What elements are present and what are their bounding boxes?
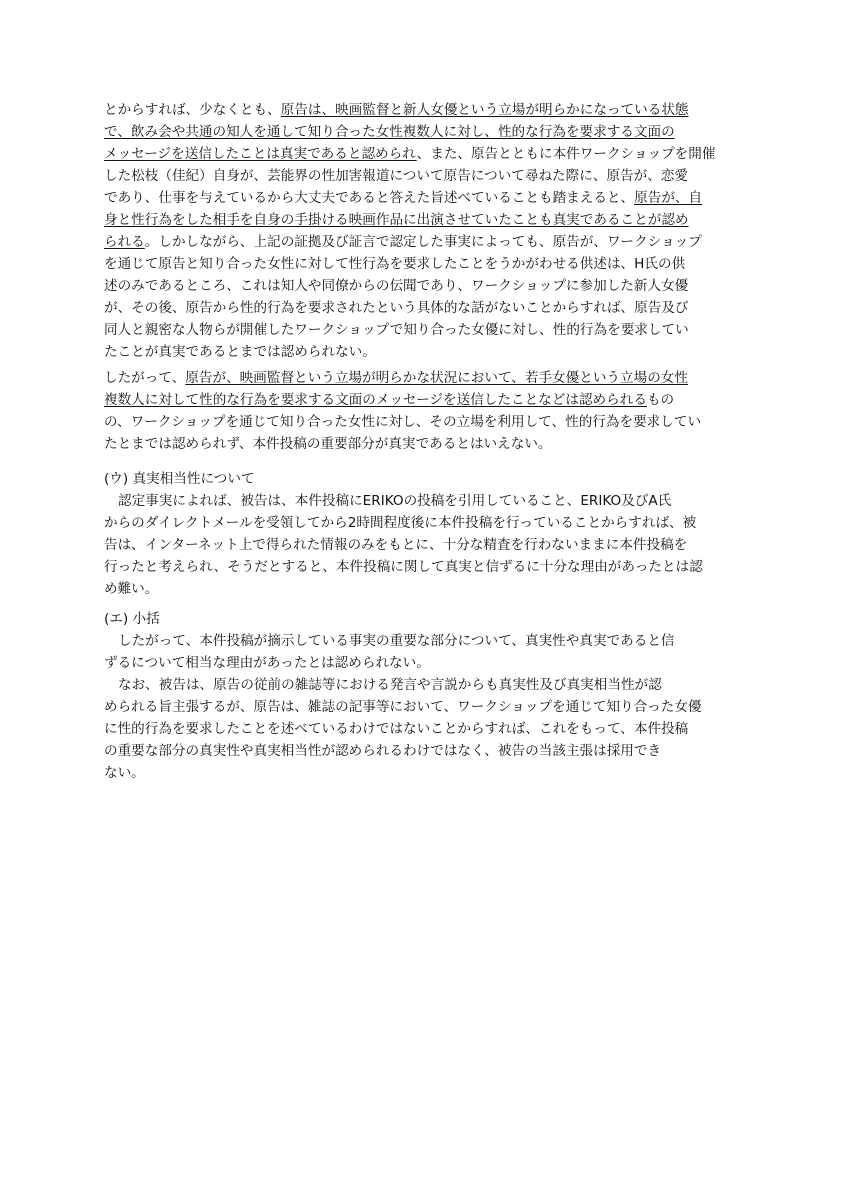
underlined-text: で、飲み会や共通の知人を通して知り合った女性複数人に対し、性的な行為を要求する文面の bbox=[104, 124, 675, 140]
text-line: の重要な部分の真実性や真実相当性が認められるわけではなく、被告の当該主張は採用でき bbox=[104, 743, 662, 759]
text-line: を通じて原告と知り合った女性に対して性行為を要求したことをうかがわせる供述は、H氏の供 bbox=[104, 256, 686, 272]
text-line bbox=[104, 367, 744, 389]
text-line: なお、被告は、原告の従前の雑誌等における発言や言説からも真実性及び真実相当性が認 bbox=[118, 677, 662, 693]
text-line: ずるについて相当な理由があったとは認められない。 bbox=[104, 655, 430, 671]
text-line: が、その後、原告から性的行為を要求されたという具体的な話がないことからすれば、原告及び bbox=[104, 300, 689, 316]
text-line: 認定事実によれば、被告は、本件投稿にERIKOの投稿を引用していること、ERIKO及びA氏 bbox=[118, 493, 672, 509]
text-run: 、また、原告とともに本件ワークショップを開催 bbox=[416, 146, 716, 162]
text-run: とからすれば、少なくとも、 bbox=[104, 102, 281, 118]
text-line bbox=[104, 187, 744, 209]
section-u bbox=[104, 468, 744, 600]
paragraph-conclusion bbox=[104, 367, 744, 455]
section-heading-u: (ウ) 真実相当性について bbox=[104, 471, 255, 487]
text-line: たことが真実であるとまでは認められない。 bbox=[104, 344, 376, 360]
text-line bbox=[104, 121, 744, 143]
text-line: ない。 bbox=[104, 765, 145, 781]
text-line: した松枝（佳紀）自身が、芸能界の性加害報道について原告について尋ねた際に、原告が、恋愛 bbox=[104, 168, 688, 184]
text-line bbox=[104, 389, 744, 411]
text-line: 告は、インターネット上で得られた情報のみをもとに、十分な精査を行わないままに本件投稿を bbox=[104, 537, 688, 553]
text-line: したがって、本件投稿が摘示している事実の重要な部分について、真実性や真実であると信 bbox=[118, 633, 675, 649]
text-line: たとまでは認められず、本件投稿の重要部分が真実であるとはいえない。 bbox=[104, 436, 552, 452]
paragraph-truth-finding bbox=[104, 99, 744, 363]
text-run: もの bbox=[646, 392, 675, 408]
text-line: からのダイレクトメールを受領してから2時間程度後に本件投稿を行っていることからすれば、被 bbox=[104, 515, 697, 531]
text-line: 同人と親密な人物らが開催したワークショップで知り合った女優に対し、性的行為を要求してい bbox=[104, 322, 689, 338]
underlined-text: られる bbox=[104, 234, 145, 250]
underlined-text: メッセージを送信したことは真実であると認められ bbox=[104, 146, 417, 162]
text-line: 行ったと考えられ、そうだとすると、本件投稿に関して真実と信ずるに十分な理由があったとは認 bbox=[104, 559, 703, 575]
underlined-text: 原告が、自 bbox=[634, 190, 703, 206]
text-line bbox=[104, 209, 744, 231]
text-line: め難い。 bbox=[104, 581, 159, 597]
underlined-text: 身と性行為をした相手を自身の手掛ける映画作品に出演させていたことも真実であることが認め bbox=[104, 212, 689, 228]
text-line: の、ワークショップを通じて知り合った女性に対し、その立場を利用して、性的行為を要求してい bbox=[104, 414, 702, 430]
underlined-text: 複数人に対して性的な行為を要求する文面のメッセージを送信したことなどは認められる bbox=[104, 392, 647, 408]
section-heading-e: (エ) 小括 bbox=[104, 611, 160, 627]
text-line: 述のみであるところ、これは知人や同僚からの伝聞であり、ワークショップに参加した新人女優 bbox=[104, 278, 689, 294]
text-line bbox=[104, 231, 744, 253]
text-line: められる旨主張するが、原告は、雑誌の記事等において、ワークショップを通じて知り合った女優 bbox=[104, 699, 702, 715]
text-run: したがって、 bbox=[104, 370, 186, 386]
text-run: であり、仕事を与えているから大丈夫であると答えた旨述べていることも踏まえると、 bbox=[104, 190, 635, 206]
text-line bbox=[104, 99, 744, 121]
text-line bbox=[104, 143, 744, 165]
underlined-text: 原告が、映画監督という立場が明らかな状況において、若手女優という立場の女性 bbox=[185, 370, 688, 386]
section-e bbox=[104, 608, 744, 784]
underlined-text: 原告は、映画監督と新人女優という立場が明らかになっている状態 bbox=[280, 102, 689, 118]
text-run: 。しかしながら、上記の証拠及び証言で認定した事実によっても、原告が、ワークショップ bbox=[144, 234, 702, 250]
text-line: に性的行為を要求したことを述べているわけではないことからすれば、これをもって、本件投稿 bbox=[104, 721, 689, 737]
